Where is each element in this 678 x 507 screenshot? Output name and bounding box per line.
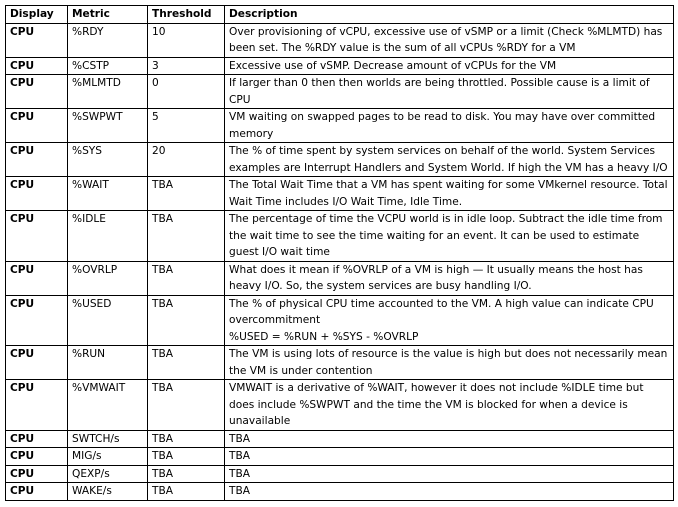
display-cell: CPU <box>6 483 68 501</box>
display-cell: CPU <box>6 23 68 57</box>
cpu-metrics-table <box>5 5 674 501</box>
display-cell: CPU <box>6 295 68 346</box>
threshold-cell: 10 <box>148 23 225 57</box>
table-row <box>6 211 674 262</box>
threshold-cell: TBA <box>148 295 225 346</box>
metric-cell: %RUN <box>68 346 148 380</box>
table-row <box>6 483 674 501</box>
table-row <box>6 448 674 466</box>
threshold-cell: TBA <box>148 261 225 295</box>
threshold-cell: 0 <box>148 75 225 109</box>
description-cell: The Total Wait Time that a VM has spent waiting for some VMkernel resource. Total Wait Time includes I/O Wait Time, Idle Time. <box>225 177 674 211</box>
table-row <box>6 380 674 431</box>
threshold-cell: TBA <box>148 177 225 211</box>
display-cell: CPU <box>6 211 68 262</box>
display-cell: CPU <box>6 430 68 448</box>
metric-cell: MIG/s <box>68 448 148 466</box>
table-row <box>6 346 674 380</box>
description-cell: Over provisioning of vCPU, excessive use of vSMP or a limit (Check %MLMTD) has been set. The %RDY value is the sum of all vCPUs %RDY for a VM <box>225 23 674 57</box>
threshold-cell: TBA <box>148 448 225 466</box>
header-metric: Metric <box>68 6 148 24</box>
display-cell: CPU <box>6 380 68 431</box>
description-cell: TBA <box>225 483 674 501</box>
display-cell: CPU <box>6 57 68 75</box>
metric-cell: %RDY <box>68 23 148 57</box>
table-row <box>6 177 674 211</box>
table-row <box>6 295 674 346</box>
header-display: Display <box>6 6 68 24</box>
threshold-cell: 5 <box>148 109 225 143</box>
description-cell: The % of physical CPU time accounted to the VM. A high value can indicate CPU overcommitment %USED = %RUN + %SYS - %OVRLP <box>225 295 674 346</box>
table-row <box>6 23 674 57</box>
display-cell: CPU <box>6 448 68 466</box>
header-description: Description <box>225 6 674 24</box>
threshold-cell: 20 <box>148 143 225 177</box>
metric-cell: %OVRLP <box>68 261 148 295</box>
threshold-cell: TBA <box>148 483 225 501</box>
threshold-cell: 3 <box>148 57 225 75</box>
display-cell: CPU <box>6 109 68 143</box>
description-cell: TBA <box>225 430 674 448</box>
threshold-cell: TBA <box>148 211 225 262</box>
description-cell: If larger than 0 then then worlds are being throttled. Possible cause is a limit of CPU <box>225 75 674 109</box>
metric-cell: %CSTP <box>68 57 148 75</box>
metric-cell: WAKE/s <box>68 483 148 501</box>
table-row <box>6 57 674 75</box>
display-cell: CPU <box>6 177 68 211</box>
threshold-cell: TBA <box>148 380 225 431</box>
description-cell: VM waiting on swapped pages to be read to disk. You may have over committed memory <box>225 109 674 143</box>
description-cell: TBA <box>225 465 674 483</box>
description-cell: The % of time spent by system services on behalf of the world. System Services examples are Interrupt Handlers and System World. If high the VM has a heavy I/O <box>225 143 674 177</box>
table-row <box>6 143 674 177</box>
display-cell: CPU <box>6 75 68 109</box>
metric-cell: %WAIT <box>68 177 148 211</box>
description-cell: Excessive use of vSMP. Decrease amount of vCPUs for the VM <box>225 57 674 75</box>
table-row <box>6 75 674 109</box>
description-cell: The VM is using lots of resource is the value is high but does not necessarily mean the VM is under contention <box>225 346 674 380</box>
table-row <box>6 430 674 448</box>
metric-cell: %VMWAIT <box>68 380 148 431</box>
header-threshold: Threshold <box>148 6 225 24</box>
table-row <box>6 261 674 295</box>
description-cell: What does it mean if %OVRLP of a VM is high — It usually means the host has heavy I/O. So, the system services are busy handling I/O. <box>225 261 674 295</box>
threshold-cell: TBA <box>148 465 225 483</box>
metric-cell: QEXP/s <box>68 465 148 483</box>
display-cell: CPU <box>6 143 68 177</box>
metric-cell: SWTCH/s <box>68 430 148 448</box>
display-cell: CPU <box>6 465 68 483</box>
metric-cell: %IDLE <box>68 211 148 262</box>
metric-cell: %USED <box>68 295 148 346</box>
description-cell: VMWAIT is a derivative of %WAIT, however it does not include %IDLE time but does include %SWPWT and the time the VM is blocked for when a device is unavailable <box>225 380 674 431</box>
metric-cell: %SYS <box>68 143 148 177</box>
description-cell: TBA <box>225 448 674 466</box>
threshold-cell: TBA <box>148 346 225 380</box>
display-cell: CPU <box>6 346 68 380</box>
display-cell: CPU <box>6 261 68 295</box>
metrics-table-container <box>5 5 674 501</box>
metric-cell: %MLMTD <box>68 75 148 109</box>
metric-cell: %SWPWT <box>68 109 148 143</box>
threshold-cell: TBA <box>148 430 225 448</box>
description-cell: The percentage of time the VCPU world is in idle loop. Subtract the idle time from the wait time to see the time waiting for an event. It can be used to estimate guest I/O wait time <box>225 211 674 262</box>
table-row <box>6 109 674 143</box>
table-row <box>6 465 674 483</box>
header-row <box>6 6 674 24</box>
